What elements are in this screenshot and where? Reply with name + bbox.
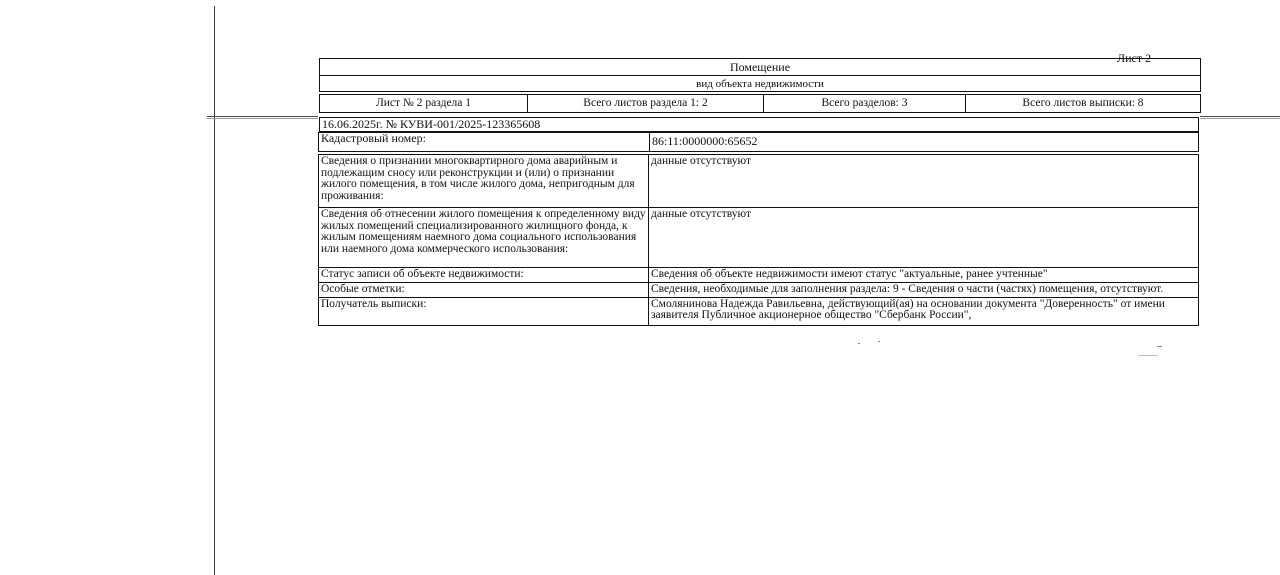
scan-line-left xyxy=(207,116,318,117)
cadastral-label: Кадастровый номер: xyxy=(321,131,426,145)
sections-total-cell: Всего разделов: 3 xyxy=(764,95,966,112)
object-type-caption: вид объекта недвижимости xyxy=(696,78,824,90)
table-row xyxy=(319,297,1199,325)
section-sheets-cell: Всего листов раздела 1: 2 xyxy=(528,95,764,112)
scan-speck xyxy=(1138,355,1158,356)
sheet-label: Лист 2 xyxy=(1117,51,1152,65)
scan-line-right xyxy=(1200,116,1280,117)
row-label: Получатель выписки: xyxy=(319,297,649,325)
cadastral-value: 86:11:0000000:65652 xyxy=(649,133,1198,151)
object-type: Помещение xyxy=(320,59,1200,76)
binding-margin-line xyxy=(214,6,215,575)
row-label: Сведения об отнесении жилого помещения к определенному виду жилых помещений специализированного жилищного фонда, к жилым помещениям наемного дома социального использования или наемного дома коммерческого использования: xyxy=(319,208,649,268)
table-row xyxy=(319,208,1199,268)
row-value: Смолянинова Надежда Равильевна, действующий(ая) на основании документа "Доверенность" от имени заявителя Публичное акционерное общество "Сбербанк России", xyxy=(649,297,1199,325)
extract-sheets-cell: Всего листов выписки: 8 xyxy=(1022,97,1144,109)
scan-speck xyxy=(878,341,880,342)
cadastral-row xyxy=(318,132,1199,152)
row-value: данные отсутствуют xyxy=(649,155,1199,208)
sheets-info-row xyxy=(319,94,1201,113)
table-row xyxy=(319,282,1199,297)
scan-line-left-2 xyxy=(207,118,318,119)
row-value: Сведения, необходимые для заполнения раздела: 9 - Сведения о части (частях) помещения, отсутствуют. xyxy=(649,282,1199,297)
scan-line-right-2 xyxy=(1200,118,1280,119)
table-row xyxy=(319,155,1199,208)
date-number: 16.06.2025г. № КУВИ-001/2025-123365608 xyxy=(319,117,1199,132)
scan-speck xyxy=(1157,346,1162,347)
sheet-number-cell: Лист № 2 раздела 1 xyxy=(320,95,528,112)
row-value: Сведения об объекте недвижимости имеют статус "актуальные, ранее учтенные" xyxy=(649,268,1199,283)
row-label: Статус записи об объекте недвижимости: xyxy=(319,268,649,283)
row-value: данные отсутствуют xyxy=(649,208,1199,268)
table-row xyxy=(319,268,1199,283)
row-label: Особые отметки: xyxy=(319,282,649,297)
scan-speck xyxy=(858,343,860,344)
info-table xyxy=(318,154,1199,326)
row-label: Сведения о признании многоквартирного дома аварийным и подлежащим сносу или реконструкции и (или) о признании жилого помещения, в том числе жилого дома, непригодным для проживания: xyxy=(319,155,649,208)
object-type-header xyxy=(319,58,1201,92)
